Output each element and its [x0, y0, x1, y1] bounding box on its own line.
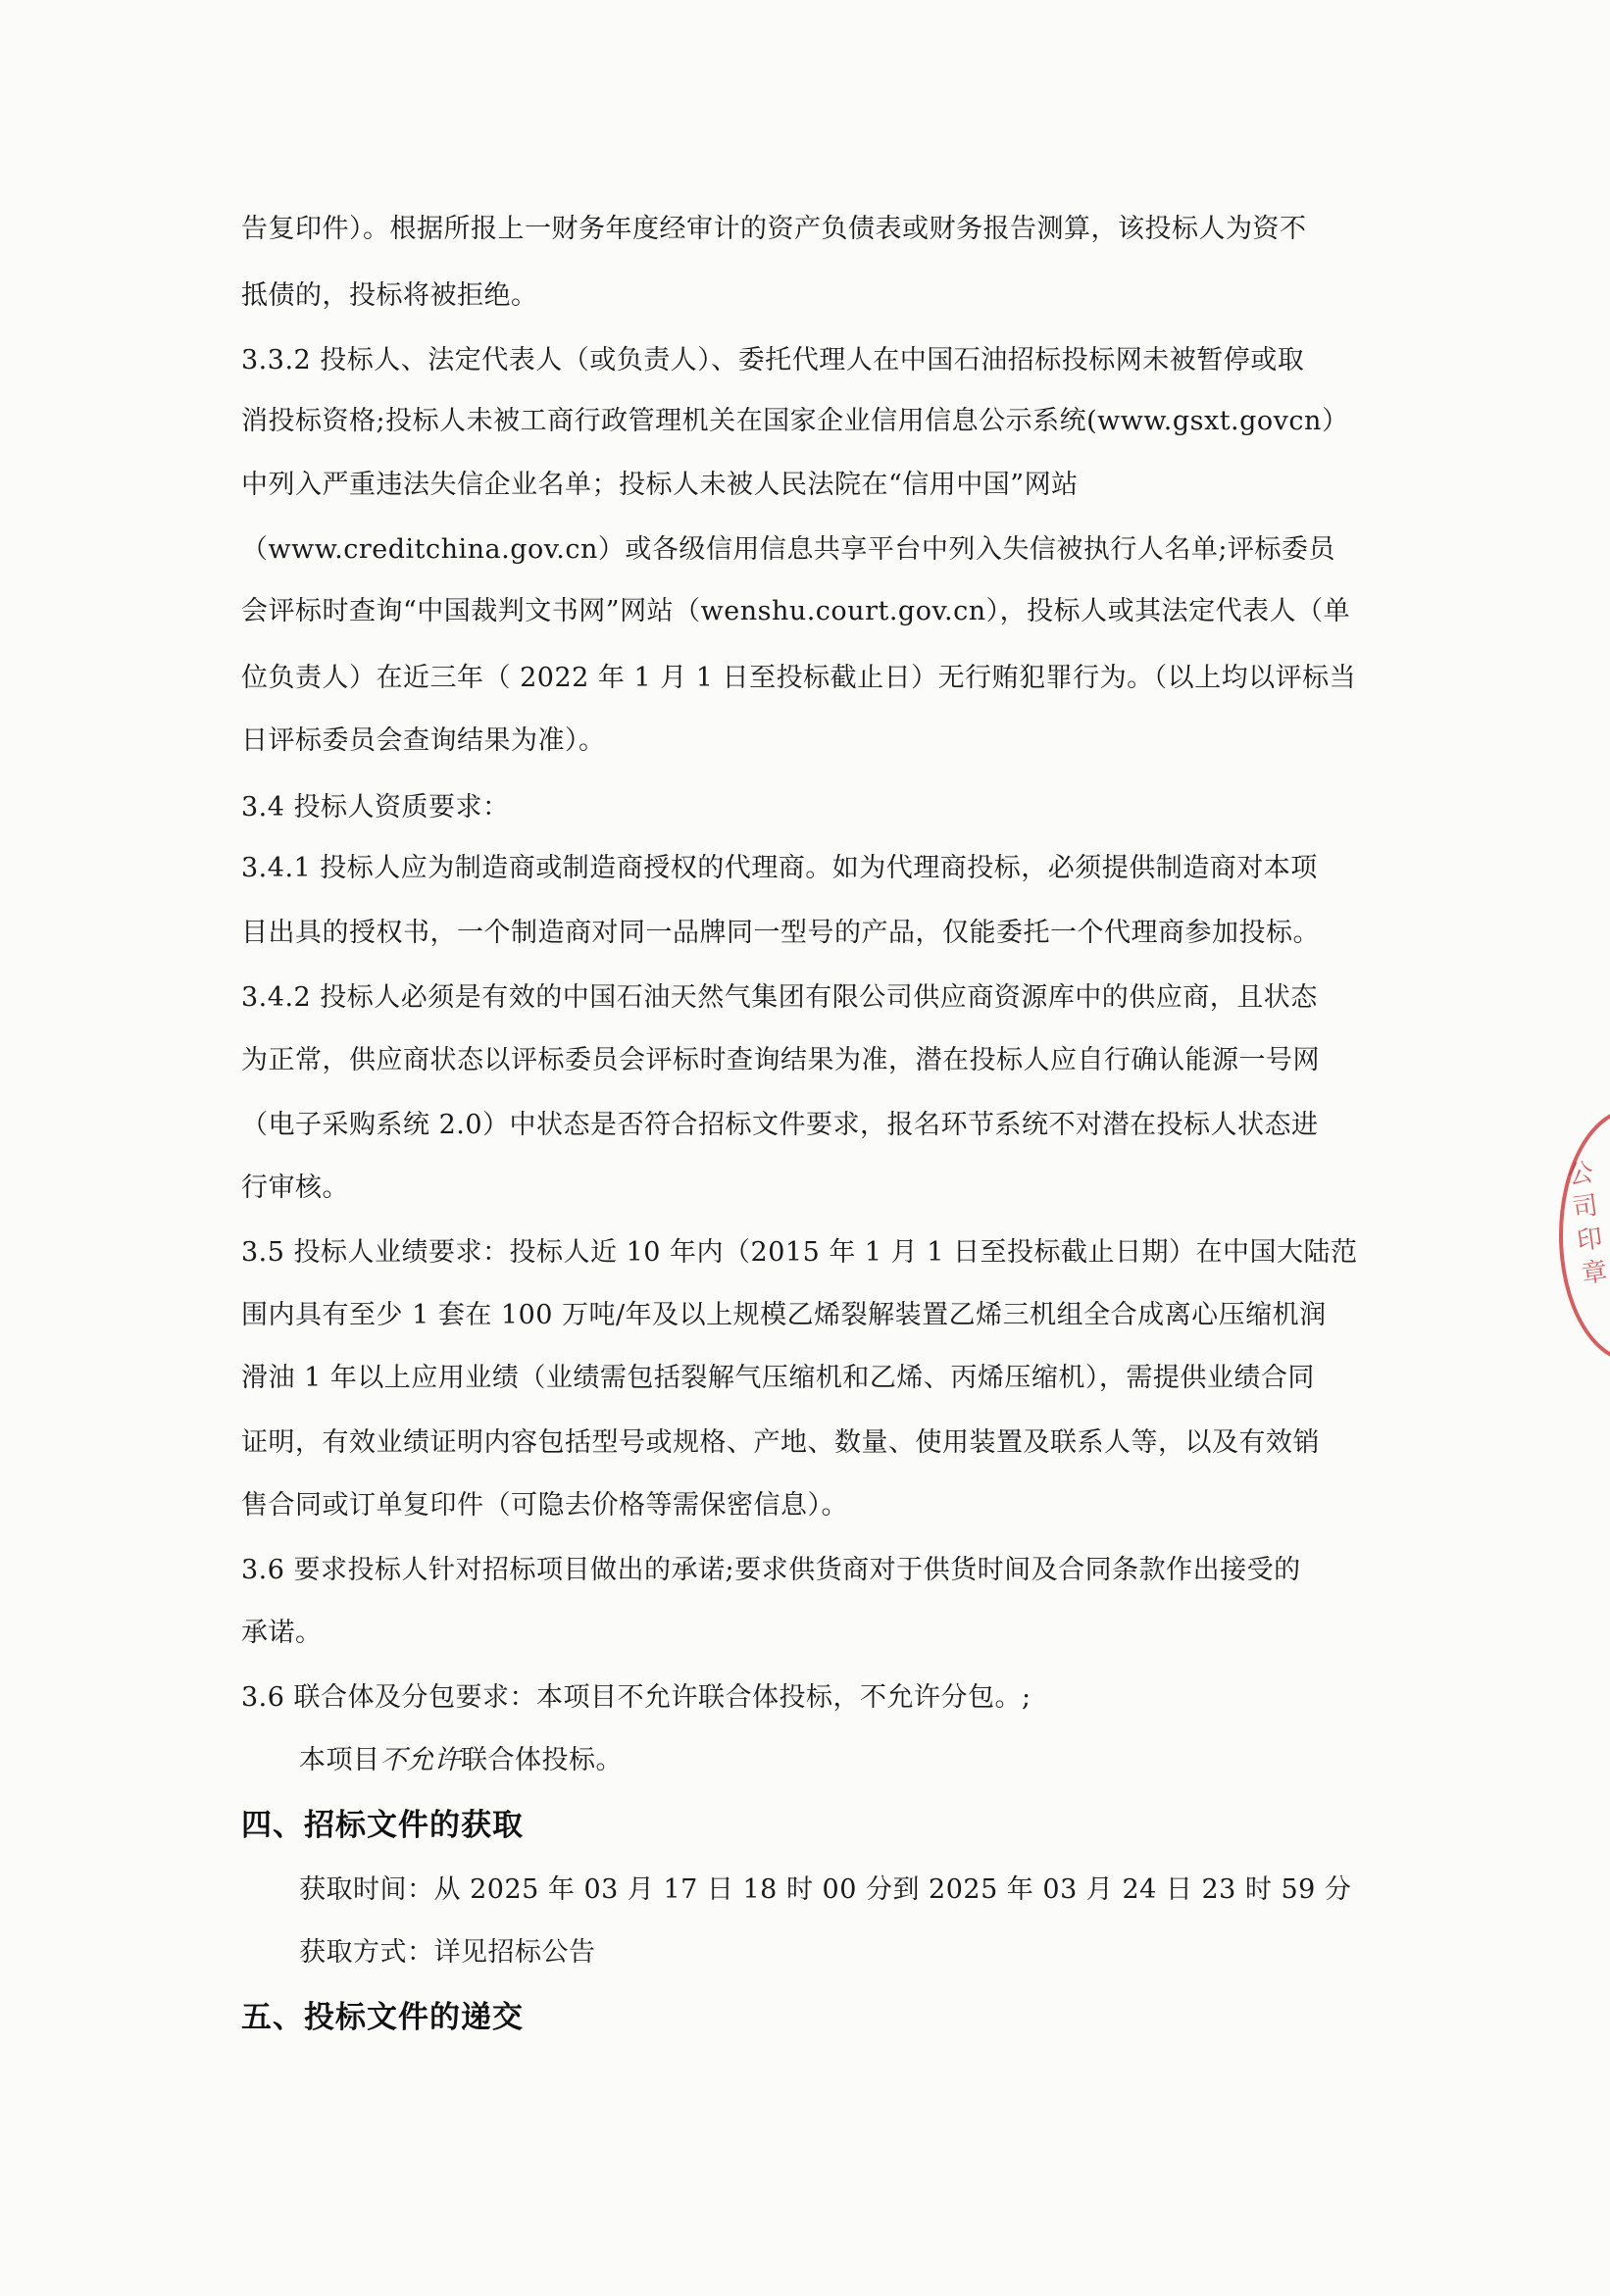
consortium-note-suffix: 联合体投标。	[461, 1745, 623, 1775]
acquisition-time: 获取时间：从 2025 年 03 月 17 日 18 时 00 分到 2025 年 03 月 24 日 23 时 59 分	[299, 1874, 1352, 1905]
text-line: 3.4.1 投标人应为制造商或制造商授权的代理商。如为代理商投标，必须提供制造商对本项	[241, 853, 1318, 883]
text-line: 中列入严重违法失信企业名单；投标人未被人民法院在“信用中国”网站	[241, 470, 1079, 500]
text-line: 3.6 联合体及分包要求：本项目不允许联合体投标，不允许分包。;	[241, 1682, 1031, 1713]
consortium-note-italic: 不允许	[379, 1745, 461, 1775]
text-line: 围内具有至少 1 套在 100 万吨/年及以上规模乙烯裂解装置乙烯三机组全合成离心压缩机润	[241, 1300, 1327, 1330]
text-line: 告复印件）。根据所报上一财务年度经审计的资产负债表或财务报告测算，该投标人为资不	[241, 214, 1307, 244]
text-line: 会评标时查询“中国裁判文书网”网站（wenshu.court.gov.cn），投标人或其法定代表人（单	[241, 596, 1351, 626]
consortium-note-prefix: 本项目	[299, 1745, 380, 1775]
text-line: 为正常，供应商状态以评标委员会评标时查询结果为准，潜在投标人应自行确认能源一号网	[241, 1045, 1320, 1075]
acquisition-method: 获取方式：详见招标公告	[299, 1937, 596, 1968]
section-4-heading: 四、招标文件的获取	[241, 1808, 524, 1843]
text-line: 日评标委员会查询结果为准）。	[241, 725, 606, 756]
text-line: 位负责人）在近三年（ 2022 年 1 月 1 日至投标截止日）无行贿犯罪行为。（以上均以评标当	[241, 663, 1357, 693]
text-line: （www.creditchina.gov.cn）或各级信用信息共享平台中列入失信被执行人名单;评标委员	[241, 534, 1335, 565]
text-line: 滑油 1 年以上应用业绩（业绩需包括裂解气压缩机和乙烯、丙烯压缩机），需提供业绩合同	[241, 1363, 1315, 1393]
text-line: （电子采购系统 2.0）中状态是否符合招标文件要求，报名环节系统不对潜在投标人状态进	[241, 1110, 1319, 1140]
consortium-note	[299, 1741, 623, 1780]
text-line: 3.3.2 投标人、法定代表人（或负责人）、委托代理人在中国石油招标投标网未被暂停或取	[241, 345, 1305, 375]
text-line: 抵债的，投标将被拒绝。	[241, 280, 538, 311]
text-line: 目出具的授权书，一个制造商对同一品牌同一型号的产品，仅能委托一个代理商参加投标。	[241, 918, 1320, 948]
text-line: 3.4 投标人资质要求：	[241, 792, 510, 823]
seal-stamp-text: 公司印章	[1565, 1158, 1610, 1290]
text-line: 消投标资格;投标人未被工商行政管理机关在国家企业信用信息公示系统(www.gsxt.govcn）	[241, 406, 1349, 436]
text-line: 行审核。	[241, 1173, 349, 1203]
text-line: 3.5 投标人业绩要求：投标人近 10 年内（2015 年 1 月 1 日至投标截止日期）在中国大陆范	[241, 1237, 1358, 1268]
text-line: 承诺。	[241, 1618, 323, 1648]
text-line: 3.6 要求投标人针对招标项目做出的承诺;要求供货商对于供货时间及合同条款作出接受的	[241, 1555, 1301, 1585]
text-line: 证明，有效业绩证明内容包括型号或规格、产地、数量、使用装置及联系人等，以及有效销	[241, 1427, 1320, 1458]
section-5-heading: 五、投标文件的递交	[241, 2000, 524, 2035]
text-line: 3.4.2 投标人必须是有效的中国石油天然气集团有限公司供应商资源库中的供应商，且状态	[241, 982, 1318, 1013]
text-line: 售合同或订单复印件（可隐去价格等需保密信息）。	[241, 1490, 848, 1521]
